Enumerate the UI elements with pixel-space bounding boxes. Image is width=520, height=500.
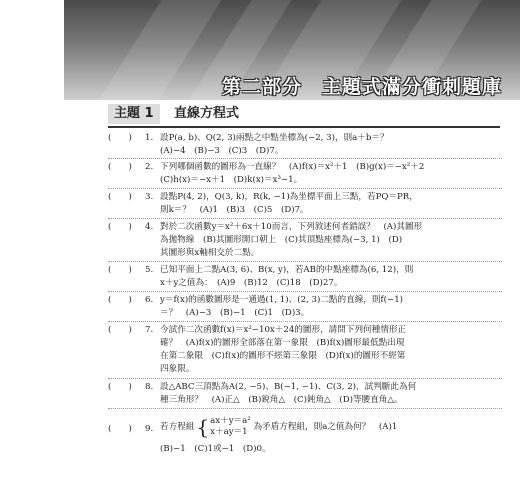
question-options: 種三角形？ (A)正△ (B)銳角△ (C)鈍角△ (D)等腰直角△。 bbox=[160, 395, 403, 405]
question-line: 為拋物線 (B)其圖形開口朝上 (C)其頂點座標為(−3, 1) (D) bbox=[160, 235, 403, 245]
question-text bbox=[160, 191, 502, 217]
answer-blank[interactable]: ( ) bbox=[108, 382, 132, 392]
topic-title: 直線方程式 bbox=[174, 106, 240, 121]
topic-header bbox=[108, 104, 500, 128]
question-text bbox=[160, 264, 502, 290]
question-number: 6. bbox=[145, 295, 154, 305]
divider bbox=[108, 321, 502, 322]
answer-blank[interactable]: ( ) bbox=[108, 222, 132, 232]
divider bbox=[108, 218, 502, 219]
divider bbox=[108, 188, 502, 189]
equation-2: x＋ay＝1 bbox=[210, 426, 248, 437]
question-options: (C)h(x)＝−x＋1 (D)k(x)＝x³−1。 bbox=[160, 175, 303, 185]
question-options: 則k＝？ (A)1 (B)3 (C)5 (D)7。 bbox=[160, 205, 309, 215]
question-options: ＝？ (A)−3 (B)−1 (C)1 (D)3。 bbox=[160, 308, 310, 318]
question-number: 2. bbox=[145, 162, 154, 172]
question-text bbox=[160, 414, 502, 456]
question-number: 8. bbox=[145, 382, 154, 392]
question-line: y＝f(x)的函數圖形是一通過(1, 1)、(2, 3)二點的直線，則f(−1) bbox=[160, 295, 404, 305]
question-text bbox=[160, 132, 502, 158]
question-line: 其圖形與x軸相交於二點。 bbox=[160, 248, 260, 258]
question-line: 下列哪個函數的圖形為一直線？ (A)f(x)＝x²＋1 (B)g(x)＝−x²＋2 bbox=[160, 162, 425, 172]
question-line: 設P(a, b)、Q(2, 3)兩點之中點坐標為(−2, 3)，則a＋b＝？ bbox=[160, 133, 389, 143]
section-title: 第二部分 主題式滿分衝刺題庫 bbox=[222, 76, 503, 98]
question-number: 1. bbox=[145, 133, 154, 143]
topic-number: 主題 1 bbox=[108, 104, 160, 124]
answer-blank[interactable]: ( ) bbox=[108, 192, 132, 202]
question-line: 設點P(4, 2)，Q(3, k)，R(k, −1)為坐標平面上三點，若PQ＝PR， bbox=[160, 192, 418, 202]
divider bbox=[108, 378, 502, 379]
divider bbox=[108, 158, 502, 159]
question-options: x＋y之值為： (A)9 (B)12 (C)18 (D)27。 bbox=[160, 278, 343, 288]
question-text bbox=[160, 324, 502, 376]
question-line: 已知平面上二點A(3, 6)、B(x, y)，若AB的中點座標為(6, 12)，則 bbox=[160, 265, 414, 275]
question-number: 4. bbox=[145, 222, 154, 232]
answer-blank[interactable]: ( ) bbox=[108, 265, 132, 275]
question-number: 7. bbox=[145, 325, 154, 335]
divider bbox=[108, 291, 502, 292]
question-text bbox=[160, 381, 502, 407]
question-number: 9. bbox=[145, 424, 154, 434]
brace-symbol: { bbox=[196, 414, 210, 439]
answer-blank[interactable]: ( ) bbox=[108, 325, 132, 335]
question-line: 在第二象限 (C)f(x)的圖形不經第三象限 (D)f(x)的圖形不經第 bbox=[160, 351, 406, 361]
question-text bbox=[160, 161, 502, 187]
question-options: (B)−1 (C)1或−1 (D)0。 bbox=[160, 444, 271, 454]
question-line: 設△ABC三頂點為A(2, −5)、B(−1, −1)、C(3, 2)，試判斷此為何 bbox=[160, 382, 417, 392]
question-text bbox=[160, 294, 502, 320]
answer-blank[interactable]: ( ) bbox=[108, 133, 132, 143]
divider bbox=[108, 261, 502, 262]
answer-blank[interactable]: ( ) bbox=[108, 424, 132, 434]
answer-blank[interactable]: ( ) bbox=[108, 162, 132, 172]
question-line: 四象限。 bbox=[160, 364, 195, 374]
question-text bbox=[160, 221, 502, 260]
equation-system bbox=[210, 416, 251, 438]
question-number: 3. bbox=[145, 192, 154, 202]
question-lead: 若方程組 bbox=[160, 422, 195, 432]
divider bbox=[108, 408, 502, 409]
answer-blank[interactable]: ( ) bbox=[108, 295, 132, 305]
question-options: (A)−4 (B)−3 (C)3 (D)7。 bbox=[160, 146, 284, 156]
question-line: 今試作二次函數f(x)＝x²−10x＋24的圖形，請問下列何種情形正 bbox=[160, 325, 407, 335]
section-banner bbox=[64, 0, 520, 100]
question-number: 5. bbox=[145, 265, 154, 275]
question-tail: 為矛盾方程組，則a之值為何？ (A)1 bbox=[253, 422, 398, 432]
equation-1: ax＋y＝a² bbox=[210, 415, 251, 426]
question-line: 確？ (A)f(x)的圖形全部落在第一象限 (B)f(x)圖形最低點出現 bbox=[160, 338, 405, 348]
question-line: 對於二次函數y＝x²＋6x＋10而言，下列敘述何者錯誤？ (A)其圖形 bbox=[160, 222, 423, 232]
